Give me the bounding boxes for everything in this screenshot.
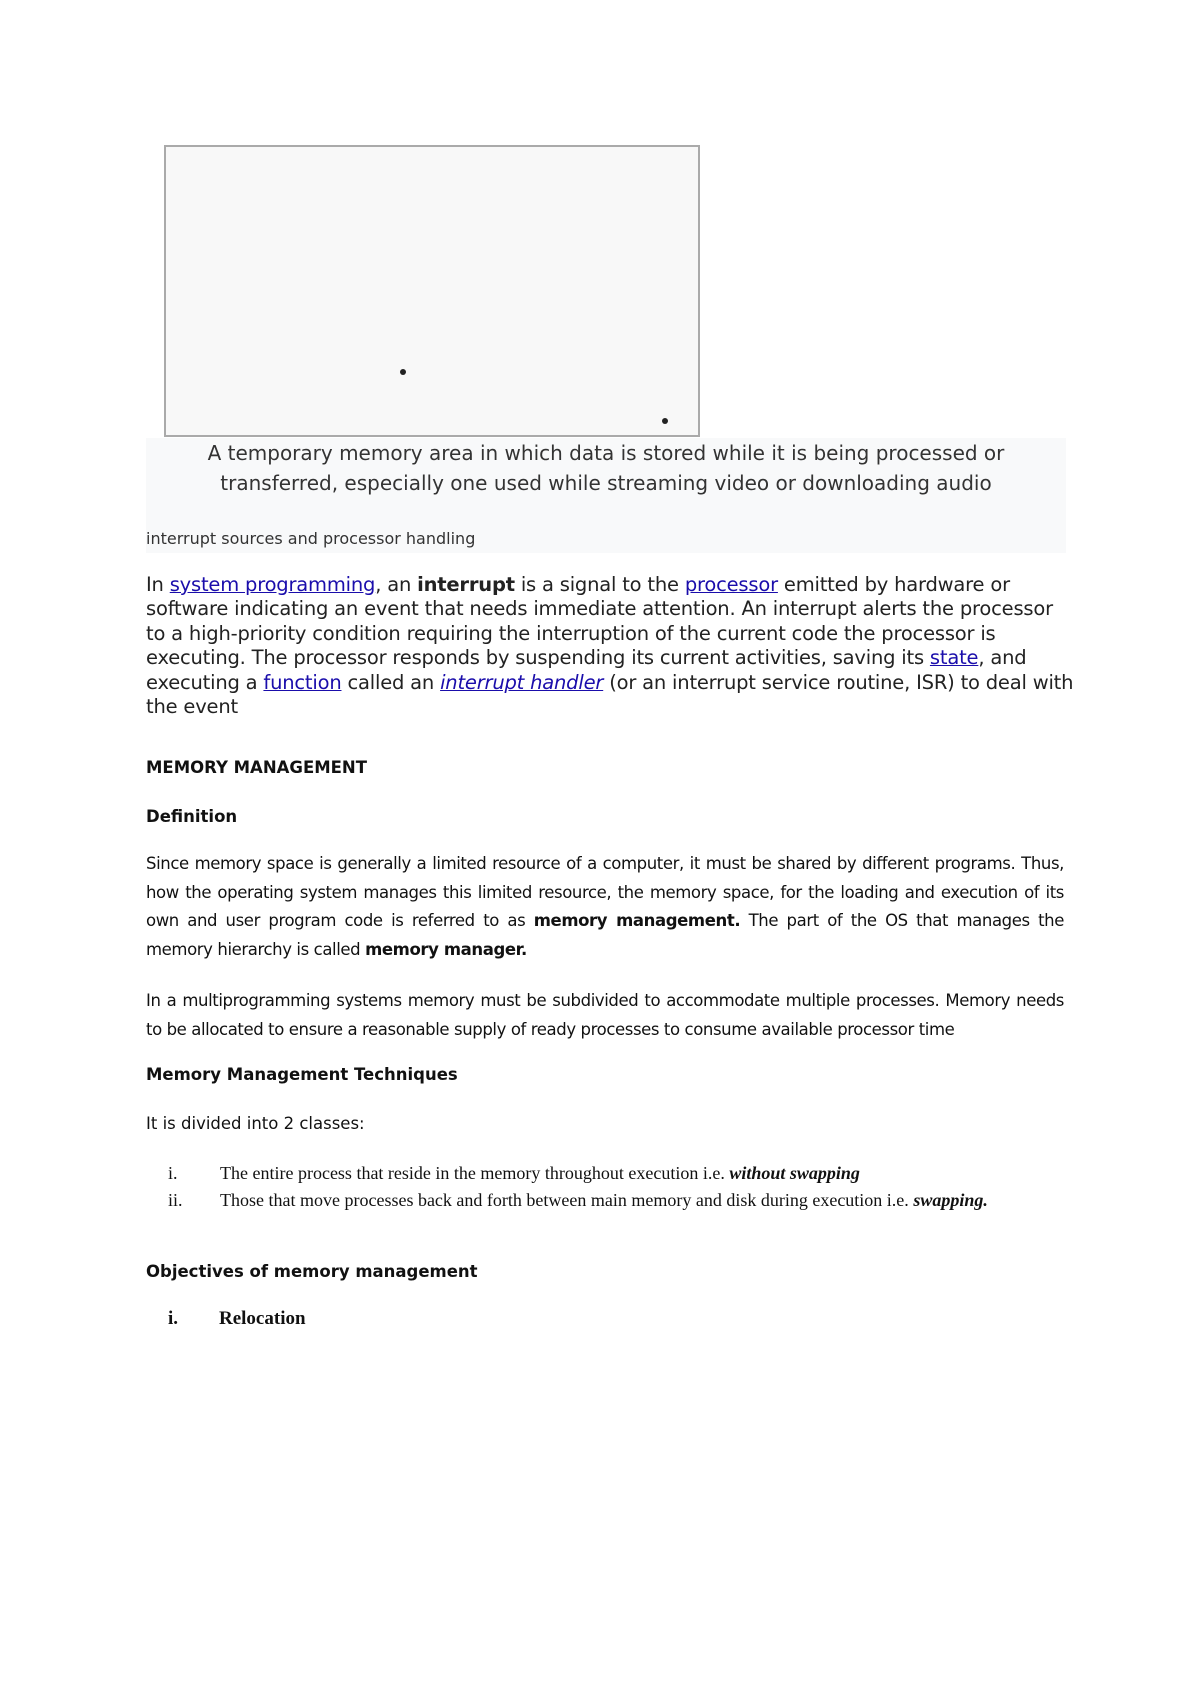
list-item-text: Those that move processes back and forth between main memory and disk during execution i.e. xyxy=(220,1190,914,1210)
text-run: In xyxy=(146,573,170,596)
figure-image xyxy=(164,145,700,437)
text-run: The part of the OS that manages the memory hierarchy is called xyxy=(146,911,1064,959)
bold-interrupt: interrupt xyxy=(417,573,515,596)
list-item xyxy=(146,1160,1064,1187)
list-item-text: The entire process that reside in the memory throughout execution i.e. xyxy=(220,1163,730,1183)
list-item-emphasis: without swapping xyxy=(729,1163,860,1183)
link-system-programming[interactable]: system programming xyxy=(169,573,376,596)
bold-memory-management: memory management. xyxy=(533,911,741,930)
text-run: called an xyxy=(341,670,441,694)
classes-intro: It is divided into 2 classes: xyxy=(146,1114,365,1133)
text-run: , an xyxy=(375,573,418,596)
objective-number: i. xyxy=(168,1308,179,1329)
figure-dot-1 xyxy=(400,369,406,375)
list-item-number: ii. xyxy=(168,1190,183,1210)
link-function[interactable]: function xyxy=(263,670,342,694)
link-interrupt-handler[interactable]: interrupt handler xyxy=(440,670,604,694)
section-title: MEMORY MANAGEMENT xyxy=(146,758,367,777)
bold-memory-manager: memory manager. xyxy=(365,939,527,959)
list-item-number: i. xyxy=(168,1163,178,1183)
definition-heading: Definition xyxy=(146,807,238,826)
definition-paragraph xyxy=(146,850,1064,964)
text-run: , and executing a xyxy=(146,646,1027,694)
objectives-heading: Objectives of memory management xyxy=(146,1262,478,1281)
multiprogramming-paragraph: In a multiprogramming systems memory must be subdivided to accommodate multiple processes. Memory needs to be allocated to ensure a reasonable supply of ready processes to consume available processor time xyxy=(146,991,1064,1039)
techniques-heading: Memory Management Techniques xyxy=(146,1065,458,1084)
list-item xyxy=(146,1187,1064,1214)
interrupt-paragraph xyxy=(146,573,1076,719)
objective-label: Relocation xyxy=(219,1308,306,1329)
text-run: emitted by hardware or software indicating an event that needs immediate attention. An interrupt alerts the processor to a high-priority condition requiring the interruption of the current code the processor is executing. The processor responds by suspending its current activities, saving its xyxy=(146,573,1053,670)
figure-caption xyxy=(146,438,1066,553)
link-processor[interactable]: processor xyxy=(684,573,778,596)
text-run: is a signal to the xyxy=(514,573,685,596)
classes-list xyxy=(146,1160,1064,1214)
list-item-emphasis: swapping. xyxy=(913,1190,988,1210)
figure-dot-2 xyxy=(662,418,668,424)
text-run: (or an interrupt service routine, ISR) to deal with the event xyxy=(146,670,1074,719)
caption-subtitle: interrupt sources and processor handling xyxy=(146,529,476,548)
text-run: Since memory space is generally a limited resource of a computer, it must be shared by different programs. Thus, how the operating system manages this limited resource, the memory space, for the loading and execution of its own and user program code is referred to as xyxy=(146,854,1064,930)
link-state[interactable]: state xyxy=(929,646,979,670)
caption-text: A temporary memory area in which data is stored while it is being processed or transferred, especially one used while streaming video or downloading audio xyxy=(207,441,1005,495)
